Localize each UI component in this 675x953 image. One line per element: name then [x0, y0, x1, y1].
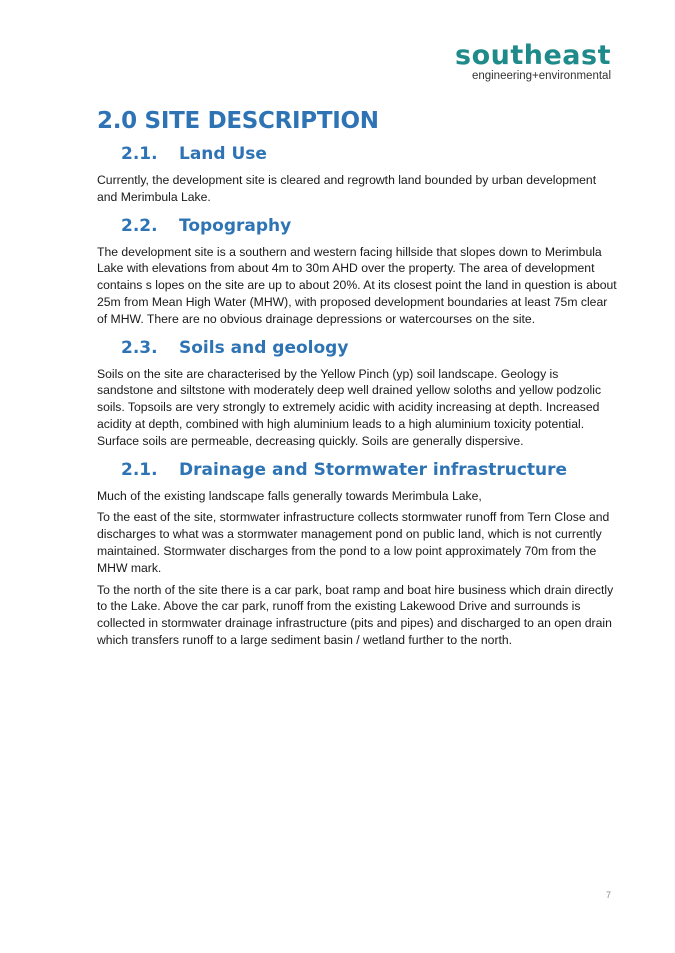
subsection-number: 2.2. — [121, 215, 158, 236]
paragraph: Soils on the site are characterised by the Yellow Pinch (yp) soil landscape. Geology is sandstone and siltstone with moderately deep well drained yellow soloths and yellow podzolic soils. Topsoils are very strongly to extremely acidic with acidity increasing at depth. Increased acidity at depth, combined with high aluminium leads to a high aluminium toxicity potential. Surface soils are permeable, decreasing quickly. Soils are generally dispersive. — [97, 366, 602, 448]
logo-tagline: engineering+environmental — [471, 70, 611, 82]
paragraph: The development site is a southern and western facing hillside that slopes down to Merimbula Lake with elevations from about 4m to 30m AHD over the property. The area of development contains s lopes on the site are up to about 20%. At its closest point the land in question is about 25m from Mean High Water (MHW), with proposed development boundaries at least 75m clear of MHW. There are no obvious drainage depressions or watercourses on the site. — [97, 244, 617, 326]
section-title: 2.0 SITE DESCRIPTION — [97, 108, 379, 134]
subsection-heading — [121, 460, 617, 480]
subsection-soils-geology — [97, 338, 617, 450]
paragraph: Currently, the development site is cleared and regrowth land bounded by urban development and Merimbula Lake. — [97, 173, 597, 204]
paragraph: To the north of the site there is a car park, boat ramp and boat hire business which drain directly to the Lake. Above the car park, runoff from the existing Lakewood Drive and surrounds is collected in stormwater drainage infrastructure (pits and pipes) and discharged to an open drain which transfers runoff to a large sediment basin / wetland further to the north. — [97, 582, 614, 647]
subsection-title: Topography — [179, 215, 292, 236]
subsection-land-use — [97, 144, 617, 206]
subsection-number: 2.3. — [121, 337, 158, 358]
subsection-title: Land Use — [179, 144, 267, 164]
subsection-drainage — [97, 460, 617, 649]
logo-wordmark: southeast — [455, 40, 611, 71]
document-body — [97, 108, 617, 659]
subsection-heading — [121, 338, 617, 358]
subsection-title: Soils and geology — [179, 337, 349, 358]
subsection-title: Drainage and Stormwater infrastructure — [179, 459, 568, 480]
subsection-number: 2.1. — [121, 144, 158, 164]
company-logo — [455, 42, 611, 83]
subsection-number: 2.1. — [121, 459, 158, 480]
subsection-heading — [121, 144, 617, 164]
subsection-topography — [97, 216, 617, 328]
paragraph: Much of the existing landscape falls generally towards Merimbula Lake, — [97, 488, 482, 503]
paragraph: To the east of the site, stormwater infrastructure collects stormwater runoff from Tern Close and discharges to what was a stormwater management pond on public land, which is not currently maintained. Stormwater discharges from the pond to a low point approximately 70m from the MHW mark. — [97, 510, 610, 575]
page-number: 7 — [605, 890, 611, 900]
subsection-heading — [121, 216, 617, 236]
